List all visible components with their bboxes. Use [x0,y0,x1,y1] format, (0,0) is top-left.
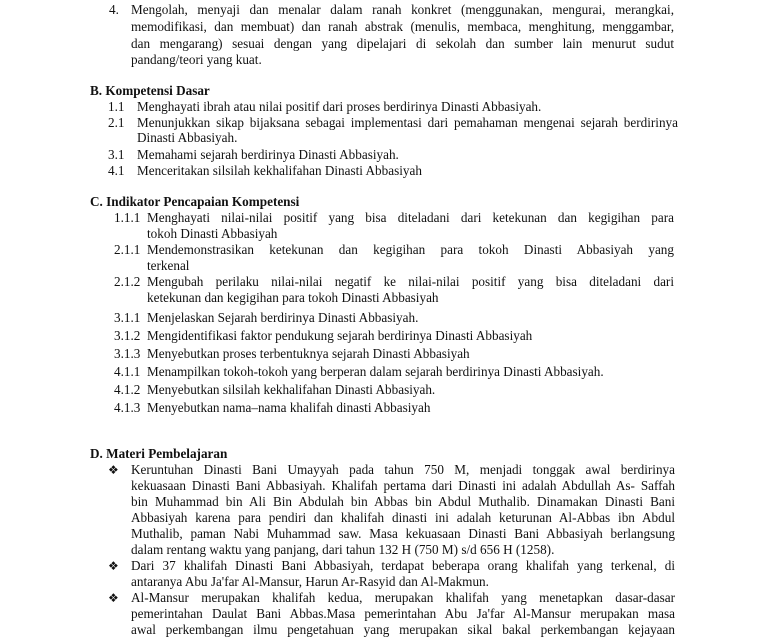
kd-number: 2.1 [108,115,125,130]
ipk-text: Mengidentifikasi faktor pendukung sejarah berdirinya Dinasti Abbasiyah [147,328,533,343]
ki-item-line: memodifikasi, dan membuat) dan ranah abstrak (menulis, membaca, menghitung, menggambar, [131,19,674,34]
ipk-text: terkenal [147,258,190,273]
section-heading-materi: D. Materi Pembelajaran [90,446,228,461]
kd-text: Menunjukkan sikap bijaksana sebagai implementasi dari pemahaman mengenai sejarah berdirinya [137,115,678,130]
kd-text: Menceritakan silsilah kekhalifahan Dinasti Abbasiyah [137,163,422,178]
materi-text: kekuasaan Dinasti Bani Abbasiyah. Khalifah pertama dari Dinasti ini adalah Abdullah As- Saffah [131,478,675,493]
materi-text: Al-Mansur merupakan khalifah kedua, merupakan khalifah yang menetapkan dasar-dasar [131,590,675,605]
ipk-number: 3.1.3 [114,346,141,361]
ipk-number: 4.1.2 [114,382,141,397]
materi-text: antaranya Abu Ja'far Al-Mansur, Harun Ar-Rasyid dan Al-Makmun. [131,574,489,589]
ipk-number: 2.1.2 [114,274,141,289]
materi-text: Dari 37 khalifah Dinasti Bani Abbasiyah, terdapat beberapa orang khalifah yang terkenal, di [131,558,675,573]
ipk-text: tokoh Dinasti Abbasiyah [147,226,278,241]
ki-item-line: Mengolah, menyaji dan menalar dalam ranah konkret (menggunakan, mengurai, merangkai, [131,2,674,17]
materi-text: bin Muhammad bin Ali Bin Abdulah bin Abbas bin Abdul Muthalib. Dinamakan Dinasti Bani [131,494,675,509]
kd-number: 4.1 [108,163,125,178]
materi-text: Abbasiyah karena para pendiri dan khalifah dinasti ini adalah keturunan Al-Abbas ibn Abdul [131,510,675,525]
materi-text: Muthalib, paman Nabi Muhammad saw. Masa kekuasaan Dinasti Bani Abbasiyah berlangsung [131,526,675,541]
ipk-text: Menyebutkan nama–nama khalifah dinasti Abbasiyah [147,400,431,415]
ki-item-number: 4. [109,2,119,17]
ipk-text: Menjelaskan Sejarah berdirinya Dinasti Abbasiyah. [147,310,419,325]
diamond-bullet-icon: ❖ [108,463,119,477]
materi-text: Keruntuhan Dinasti Bani Umayyah pada tahun 750 M, menjadi tonggak awal berdirinya [131,462,675,477]
ipk-number: 3.1.2 [114,328,141,343]
kd-number: 3.1 [108,147,125,162]
ipk-number: 4.1.3 [114,400,141,415]
ipk-text: Mendemonstrasikan ketekunan dan kegigihan para tokoh Dinasti Abbasiyah yang [147,242,674,257]
kd-text: Memahami sejarah berdirinya Dinasti Abbasiyah. [137,147,399,162]
ipk-number: 2.1.1 [114,242,141,257]
ki-item-line: dan mengarang) sesuai dengan yang dipelajari di sekolah dan sumber lain menurut sudut [131,36,674,51]
diamond-bullet-icon: ❖ [108,591,119,605]
kd-text: Dinasti Abbasiyah. [137,130,238,145]
section-heading-indikator: C. Indikator Pencapaian Kompetensi [90,194,300,209]
ipk-text: Menyebutkan proses terbentuknya sejarah Dinasti Abbasiyah [147,346,470,361]
kd-number: 1.1 [108,99,125,114]
ipk-text: Menyebutkan silsilah kekhalifahan Dinasti Abbasiyah. [147,382,436,397]
ipk-text: Menampilkan tokoh-tokoh yang berperan dalam sejarah berdirinya Dinasti Abbasiyah. [147,364,604,379]
ipk-number: 3.1.1 [114,310,141,325]
materi-text: pemerintahan Daulat Bani Abbas.Masa pemerintahan Abu Ja'far Al-Mansur merupakan masa [131,606,675,621]
ipk-text: ketekunan dan kegigihan para tokoh Dinasti Abbasiyah [147,290,439,305]
ipk-text: Menghayati nilai-nilai positif yang bisa diteladani dari ketekunan dan kegigihan para [147,210,674,225]
diamond-bullet-icon: ❖ [108,559,119,573]
kd-text: Menghayati ibrah atau nilai positif dari proses berdirinya Dinasti Abbasiyah. [137,99,542,114]
ipk-number: 4.1.1 [114,364,141,379]
ki-item-line: pandang/teori yang kuat. [131,52,262,67]
materi-text: dalam rentang waktu yang panjang, dari tahun 132 H (750 M) s/d 656 H (1258). [131,542,555,557]
ipk-text: Mengubah perilaku nilai-nilai negatif ke nilai-nilai positif yang bisa diteladani dari [147,274,674,289]
materi-text-clipped: awal perkembangan ilmu pengetahuan yang merupakan sikal bakal perkembangan kejayaan [131,622,675,637]
section-heading-kompetensi-dasar: B. Kompetensi Dasar [90,83,210,98]
ipk-number: 1.1.1 [114,210,141,225]
